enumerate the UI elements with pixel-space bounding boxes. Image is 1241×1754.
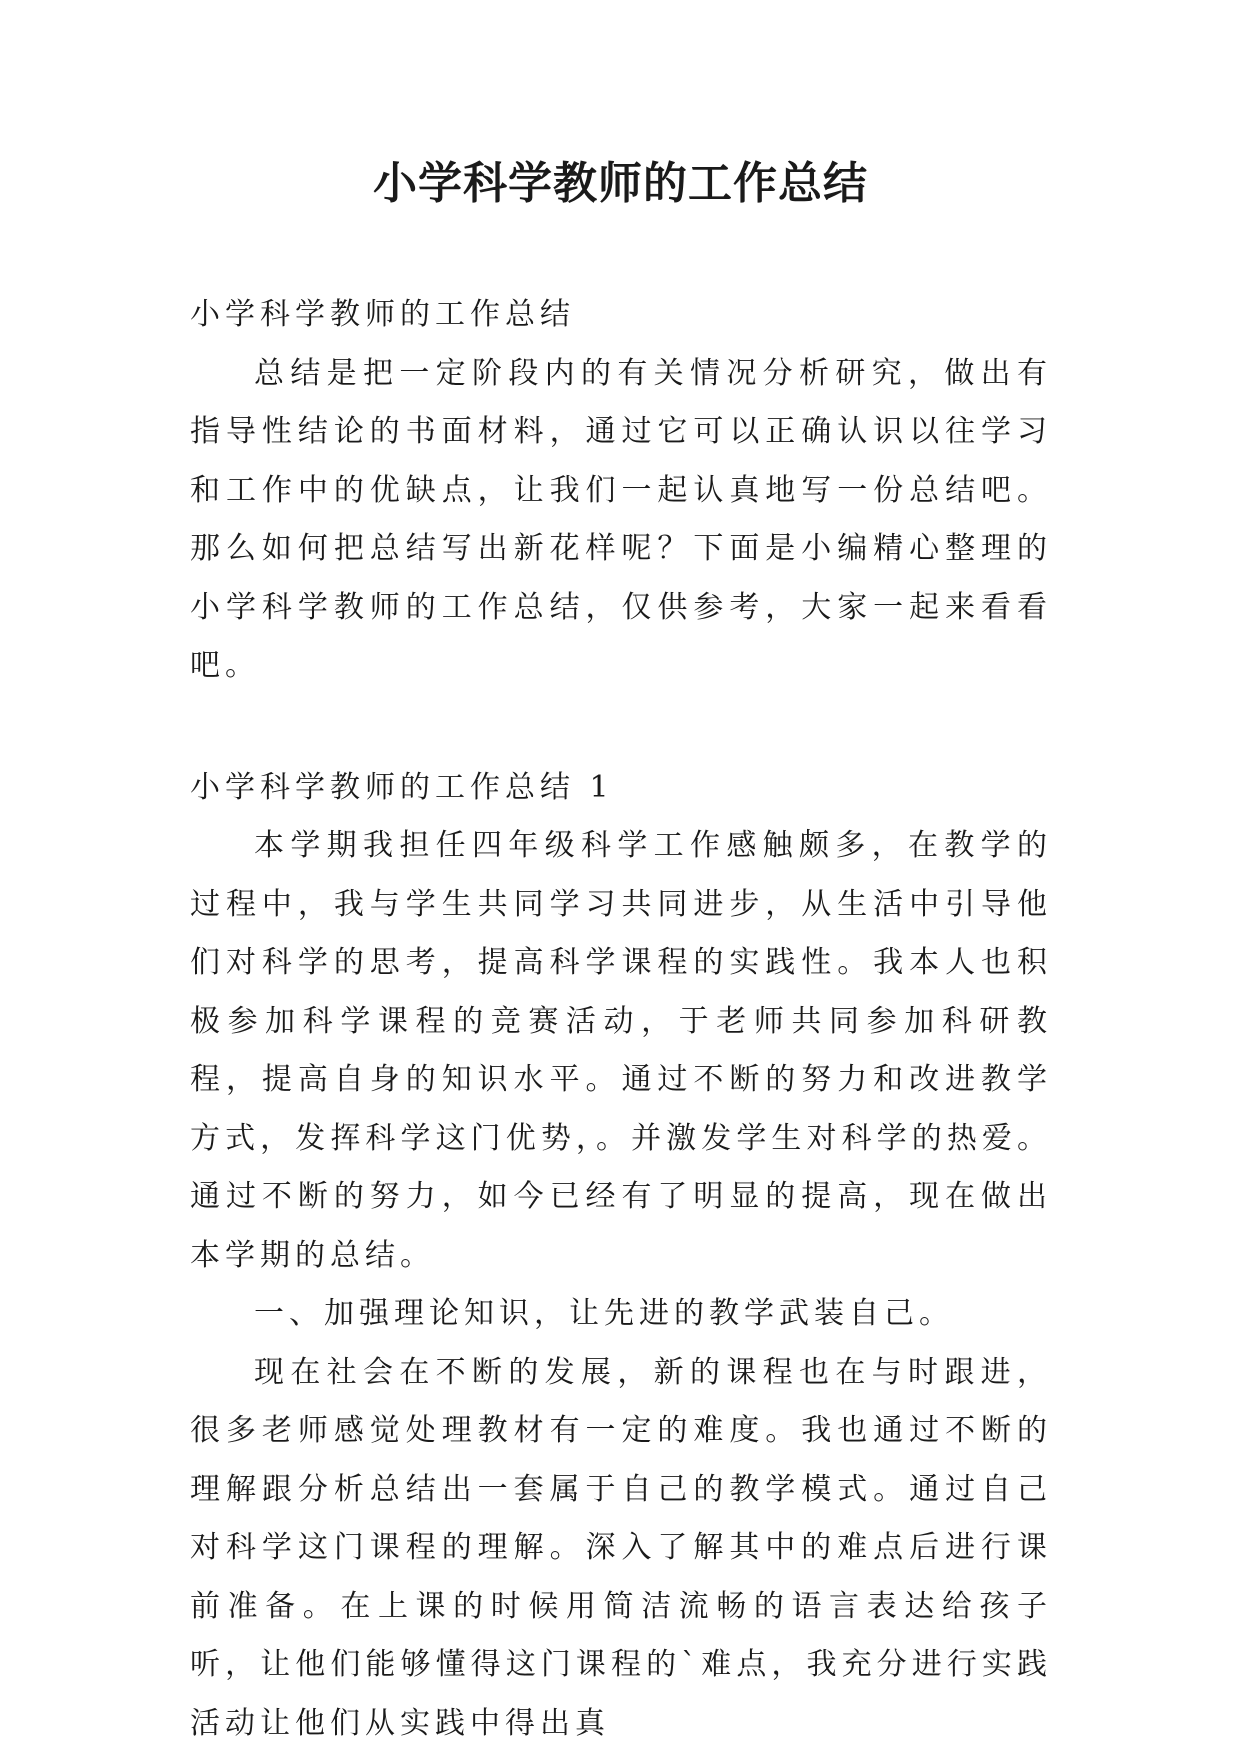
section-heading: 小学科学教师的工作总结 xyxy=(190,297,575,332)
body-paragraph: 现在社会在不断的发展，新的课程也在与时跟进，很多老师感觉处理教材有一定的难度。我也通过不断的理解跟分析总结出一套属于自己的教学模式。通过自己对科学这门课程的理解。深入了解其中的难点后进行课前准备。在上课的时候用简洁流畅的语言表达给孩子听，让他们能够懂得这门课程的`难点，我充分进行实践活动让他们从实践中得出真 xyxy=(190,1354,1052,1741)
section-spacer xyxy=(190,696,1052,759)
body-paragraph: 本学期我担任四年级科学工作感触颇多，在教学的过程中，我与学生共同学习共同进步，从生活中引导他们对科学的思考，提高科学课程的实践性。我本人也积极参加科学课程的竞赛活动，于老师共同参加科研教程，提高自身的知识水平。通过不断的努力和改进教学方式，发挥科学这门优势，。并激发学生对科学的热爱。通过不断的努力，如今已经有了明显的提高，现在做出本学期的总结。 xyxy=(190,828,1052,1273)
subheading-paragraph: 一、加强理论知识，让先进的教学武装自己。 xyxy=(254,1296,954,1331)
intro-paragraph: 总结是把一定阶段内的有关情况分析研究，做出有指导性结论的书面材料，通过它可以正确认识以往学习和工作中的优缺点，让我们一起认真地写一份总结吧。那么如何把总结写出新花样呢？下面是小编精心整理的小学科学教师的工作总结，仅供参考，大家一起来看看吧。 xyxy=(190,355,1052,683)
document-body xyxy=(190,286,1052,1753)
section-heading-1: 小学科学教师的工作总结 1 xyxy=(190,769,614,805)
document-title: 小学科学教师的工作总结 xyxy=(373,158,868,209)
